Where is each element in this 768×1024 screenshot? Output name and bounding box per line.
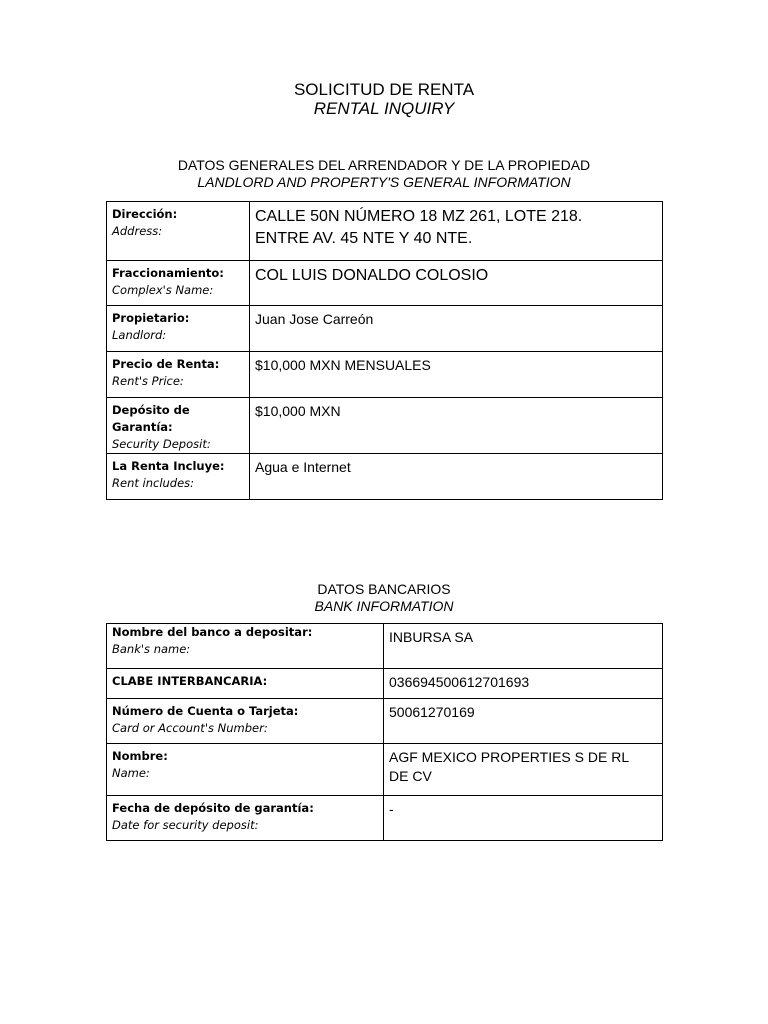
table-row-account-number: [107, 699, 663, 744]
title-spanish: SOLICITUD DE RENTA: [293, 80, 475, 99]
label-spanish: Dirección:: [112, 207, 178, 221]
label-cell: [107, 744, 384, 796]
label-cell: [107, 624, 384, 669]
label-cell: [107, 669, 384, 699]
rent-price-value: $10,000 MXN MENSUALES: [250, 352, 663, 398]
label-cell: [107, 202, 250, 261]
label-spanish: CLABE INTERBANCARIA:: [112, 674, 268, 688]
label-spanish: Fraccionamiento:: [112, 266, 224, 280]
bank-heading-spanish: DATOS BANCARIOS: [317, 581, 451, 597]
title-english: RENTAL INQUIRY: [313, 99, 455, 118]
account-name-line-2: DE CV: [389, 768, 432, 784]
landlord-value: Juan Jose Carreón: [250, 306, 663, 352]
label-spanish: Fecha de depósito de garantía:: [112, 801, 314, 815]
label-cell: [107, 261, 250, 306]
label-cell: [107, 699, 384, 744]
label-spanish: Precio de Renta:: [112, 357, 220, 371]
label-english: Security Deposit:: [112, 437, 211, 451]
document-title: [0, 80, 768, 118]
table-row-deposit-date: [107, 796, 663, 841]
label-cell: [107, 306, 250, 352]
label-spanish: Propietario:: [112, 311, 190, 325]
label-cell: [107, 796, 384, 841]
bank-heading-english: BANK INFORMATION: [314, 598, 454, 614]
table-row-rent-includes: [107, 454, 663, 500]
label-spanish: Depósito de Garantía:: [112, 403, 190, 434]
table-row-address: [107, 202, 663, 261]
label-english: Rent's Price:: [112, 374, 184, 388]
property-section-heading: [0, 157, 768, 191]
property-heading-english: LANDLORD AND PROPERTY'S GENERAL INFORMATION: [197, 174, 571, 190]
label-english: Name:: [112, 766, 150, 780]
label-spanish: Nombre:: [112, 749, 168, 763]
security-deposit-value: $10,000 MXN: [250, 398, 663, 454]
table-row-landlord: [107, 306, 663, 352]
label-spanish: Nombre del banco a depositar:: [112, 625, 313, 639]
table-row-rent-price: [107, 352, 663, 398]
bank-name-value: INBURSA SA: [384, 624, 663, 669]
deposit-date-value: -: [384, 796, 663, 841]
address-line-1: CALLE 50N NÚMERO 18 MZ 261, LOTE 218.: [255, 208, 583, 225]
rent-includes-value: Agua e Internet: [250, 454, 663, 500]
label-cell: [107, 398, 250, 454]
address-line-2: ENTRE AV. 45 NTE Y 40 NTE.: [255, 230, 473, 247]
table-row-security-deposit: [107, 398, 663, 454]
bank-info-table: [106, 623, 663, 841]
label-cell: [107, 454, 250, 500]
account-number-value: 50061270169: [384, 699, 663, 744]
clabe-value: 036694500612701693: [384, 669, 663, 699]
table-row-account-name: [107, 744, 663, 796]
account-name-line-1: AGF MEXICO PROPERTIES S DE RL: [389, 749, 630, 765]
label-spanish: La Renta Incluye:: [112, 459, 225, 473]
label-english: Bank's name:: [112, 642, 191, 656]
bank-section-heading: [0, 581, 768, 615]
label-english: Rent includes:: [112, 476, 195, 490]
address-value: [250, 202, 663, 261]
label-english: Landlord:: [112, 328, 167, 342]
label-english: Card or Account's Number:: [112, 721, 268, 735]
label-english: Address:: [112, 224, 163, 238]
account-name-value: [384, 744, 663, 796]
table-row-complex: [107, 261, 663, 306]
label-english: Date for security deposit:: [112, 818, 259, 832]
property-info-table: [106, 201, 663, 500]
table-row-bank-name: [107, 624, 663, 669]
complex-value: COL LUIS DONALDO COLOSIO: [250, 261, 663, 306]
table-row-clabe: [107, 669, 663, 699]
label-spanish: Número de Cuenta o Tarjeta:: [112, 704, 299, 718]
label-english: Complex's Name:: [112, 283, 214, 297]
property-heading-spanish: DATOS GENERALES DEL ARRENDADOR Y DE LA PROPIEDAD: [177, 157, 591, 173]
label-cell: [107, 352, 250, 398]
